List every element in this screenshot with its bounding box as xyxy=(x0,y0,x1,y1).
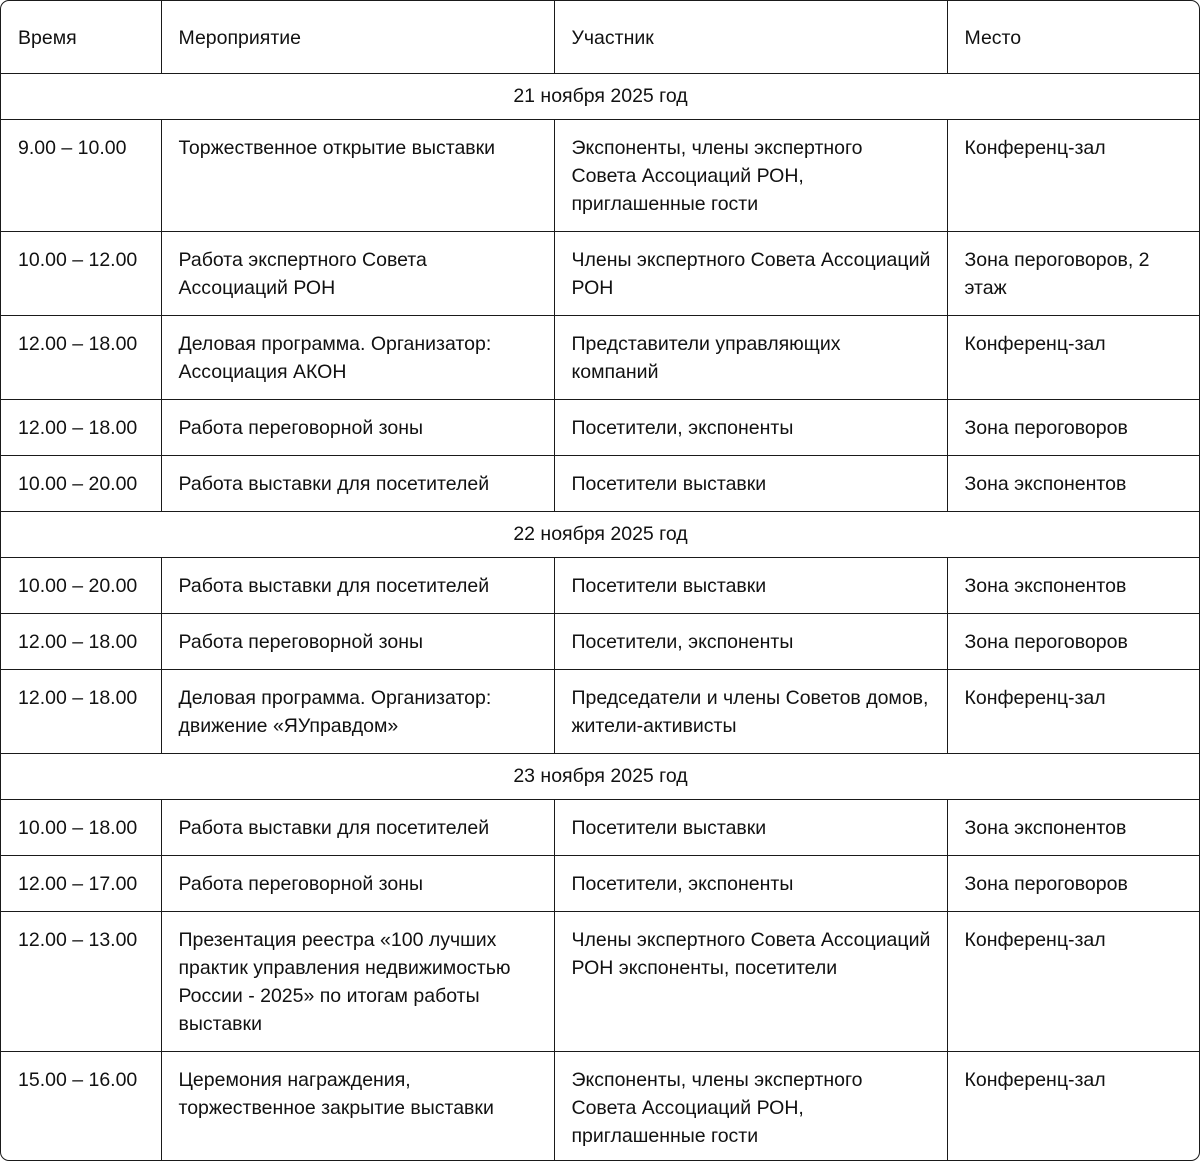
participant-cell: Члены экспертного Совета Ассоциаций РОН экспоненты, посетители xyxy=(554,912,947,1052)
participant-cell: Экспоненты, члены экспертного Совета Ассоциаций РОН, приглашенные гости xyxy=(554,120,947,232)
time-cell: 10.00 – 18.00 xyxy=(1,800,161,856)
time-cell: 12.00 – 18.00 xyxy=(1,400,161,456)
time-cell: 9.00 – 10.00 xyxy=(1,120,161,232)
table-row xyxy=(1,912,1199,1052)
table-row xyxy=(1,120,1199,232)
place-cell: Зона пероговоров xyxy=(947,856,1199,912)
event-cell: Работа выставки для посетителей xyxy=(161,800,554,856)
table-row xyxy=(1,232,1199,316)
day-date-label: 22 ноября 2025 год xyxy=(1,512,1199,558)
table-row xyxy=(1,316,1199,400)
participant-cell: Члены экспертного Совета Ассоциаций РОН xyxy=(554,232,947,316)
event-cell: Работа выставки для посетителей xyxy=(161,456,554,512)
schedule-body xyxy=(1,74,1199,1161)
place-cell: Зона пероговоров xyxy=(947,400,1199,456)
time-cell: 12.00 – 18.00 xyxy=(1,670,161,754)
participant-cell: Посетители выставки xyxy=(554,558,947,614)
table-row xyxy=(1,614,1199,670)
event-cell: Деловая программа. Организатор: движение «ЯУправдом» xyxy=(161,670,554,754)
time-cell: 10.00 – 20.00 xyxy=(1,456,161,512)
participant-cell: Посетители выставки xyxy=(554,456,947,512)
schedule-table xyxy=(1,1,1199,1161)
time-cell: 12.00 – 17.00 xyxy=(1,856,161,912)
place-cell: Конференц-зал xyxy=(947,912,1199,1052)
participant-cell: Посетители, экспоненты xyxy=(554,400,947,456)
participant-cell: Посетители выставки xyxy=(554,800,947,856)
participant-cell: Экспоненты, члены экспертного Совета Ассоциаций РОН, приглашенные гости xyxy=(554,1052,947,1161)
column-header-participant: Участник xyxy=(554,1,947,74)
column-header-event: Мероприятие xyxy=(161,1,554,74)
table-row xyxy=(1,1052,1199,1161)
day-date-label: 23 ноября 2025 год xyxy=(1,754,1199,800)
event-cell: Работа переговорной зоны xyxy=(161,856,554,912)
place-cell: Конференц-зал xyxy=(947,316,1199,400)
time-cell: 10.00 – 20.00 xyxy=(1,558,161,614)
event-cell: Деловая программа. Организатор: Ассоциация АКОН xyxy=(161,316,554,400)
table-row xyxy=(1,558,1199,614)
table-row xyxy=(1,400,1199,456)
place-cell: Зона пероговоров, 2 этаж xyxy=(947,232,1199,316)
event-cell: Церемония награждения, торжественное закрытие выставки xyxy=(161,1052,554,1161)
event-cell: Торжественное открытие выставки xyxy=(161,120,554,232)
day-separator-row xyxy=(1,74,1199,120)
participant-cell: Представители управляющих компаний xyxy=(554,316,947,400)
day-separator-row xyxy=(1,754,1199,800)
participant-cell: Председатели и члены Советов домов, жители-активисты xyxy=(554,670,947,754)
day-separator-row xyxy=(1,512,1199,558)
table-row xyxy=(1,456,1199,512)
time-cell: 10.00 – 12.00 xyxy=(1,232,161,316)
time-cell: 12.00 – 13.00 xyxy=(1,912,161,1052)
time-cell: 12.00 – 18.00 xyxy=(1,614,161,670)
event-cell: Работа выставки для посетителей xyxy=(161,558,554,614)
table-row xyxy=(1,670,1199,754)
column-header-place: Место xyxy=(947,1,1199,74)
participant-cell: Посетители, экспоненты xyxy=(554,614,947,670)
place-cell: Зона экспонентов xyxy=(947,456,1199,512)
time-cell: 12.00 – 18.00 xyxy=(1,316,161,400)
place-cell: Конференц-зал xyxy=(947,670,1199,754)
place-cell: Зона экспонентов xyxy=(947,800,1199,856)
place-cell: Зона пероговоров xyxy=(947,614,1199,670)
participant-cell: Посетители, экспоненты xyxy=(554,856,947,912)
event-cell: Презентация реестра «100 лучших практик управления недвижимостью России - 2025» по итогам работы выставки xyxy=(161,912,554,1052)
place-cell: Конференц-зал xyxy=(947,120,1199,232)
place-cell: Зона экспонентов xyxy=(947,558,1199,614)
day-date-label: 21 ноября 2025 год xyxy=(1,74,1199,120)
header-row xyxy=(1,1,1199,74)
place-cell: Конференц-зал xyxy=(964,1069,1106,1091)
time-cell: 15.00 – 16.00 xyxy=(1,1052,161,1161)
event-cell: Работа переговорной зоны xyxy=(161,400,554,456)
event-cell: Работа переговорной зоны xyxy=(161,614,554,670)
table-row xyxy=(1,856,1199,912)
event-cell: Работа экспертного Совета Ассоциаций РОН xyxy=(161,232,554,316)
table-row xyxy=(1,800,1199,856)
column-header-time: Время xyxy=(1,1,161,74)
